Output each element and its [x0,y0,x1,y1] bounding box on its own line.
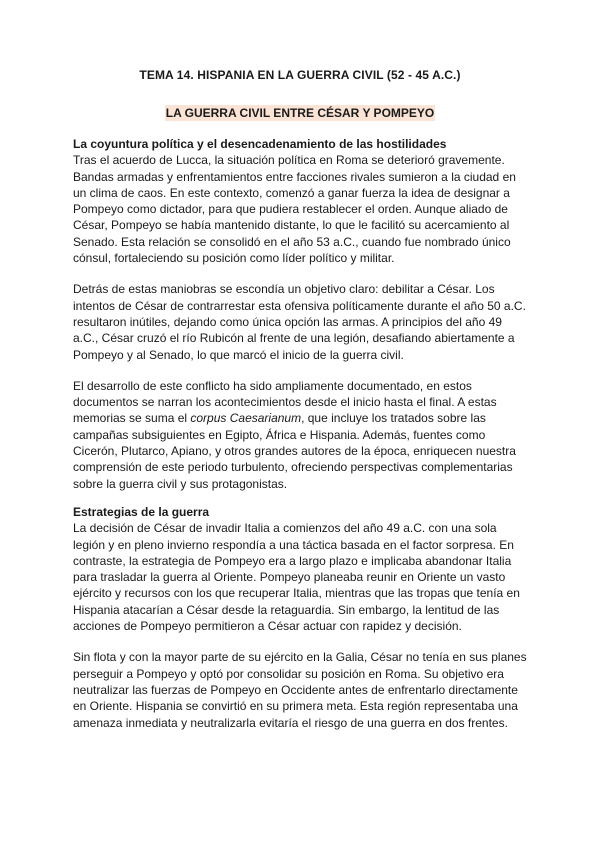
paragraph: La decisión de César de invadir Italia a comienzos del año 49 a.C. con una sola legión y en pleno invierno respondía a una táctica basada en el factor sorpresa. En contraste, la estrategia de Pompeyo era a largo plazo e implicaba abandonar Italia para trasladar la guerra al Oriente. Pompeyo planeaba reunir en Oriente un vasto ejército y recursos con los que recuperar Italia, mientras que las tropas que tenía en Hispania atacarían a César desde la retaguardia. Sin embargo, la lentitud de las acciones de Pompeyo permitieron a César actuar con rapidez y decisión. [73,521,520,634]
paragraph-corpus [73,378,527,492]
document-subtitle: LA GUERRA CIVIL ENTRE CÉSAR Y POMPEYO [165,106,435,120]
paragraph-text: , que incluye los tratados sobre las campañas subsiguientes en Egipto, África e Hispania. Además, fuentes como Cicerón, Plutarco, Apiano, y otros grandes autores de la época, enriquecen nuestra comprensión de este periodo turbulento, ofreciendo perspectivas complementarias sobre la guerra civil y sus protagonistas. [73,411,516,491]
document-title: TEMA 14. HISPANIA EN LA GUERRA CIVIL (52 - 45 A.C.) [139,68,461,82]
paragraph-text: El desarrollo de este conflicto ha sido ampliamente documentado, en estos documentos se narran los acontecimientos desde el inicio hasta el final. A estas memorias se suma el [73,378,497,426]
paragraph: Detrás de estas maniobras se escondía un objetivo claro: debilitar a César. Los intentos de César de contrarrestar esta ofensiva políticamente durante el año 50 a.C. resultaron inútiles, dejando como única opción las armas. A principios del año 49 a.C., César cruzó el río Rubicón al frente de una legión, desafiando abiertamente a Pompeyo y al Senado, lo que marcó el inicio de la guerra civil. [73,282,526,362]
paragraph: Sin flota y con la mayor parte de su ejército en la Galia, César no tenía en sus planes perseguir a Pompeyo y optó por consolidar su posición en Roma. Su objetivo era neutralizar las fuerzas de Pompeyo en Occidente antes de enfrentarlo directamente en Oriente. Hispania se convirtió en su primera meta. Esta región representaba una amenaza inmediata y neutralizarla evitaría el riesgo de una guerra en dos frentes. [73,650,527,730]
paragraph: Tras el acuerdo de Lucca, la situación política en Roma se deterioró gravemente. Bandas armadas y enfrentamientos entre facciones rivales sumieron a la ciudad en un clima de caos. En este contexto, comenzó a ganar fuerza la idea de designar a Pompeyo como dictador, para que pudiera restablecer el orden. Aunque aliado de César, Pompeyo se había mantenido distante, lo que le facilitó su acercamiento al Senado. Esta relación se consolidó en el año 53 a.C., cuando fue nombrado único cónsul, fortaleciendo su posición como líder político y militar. [73,153,516,266]
section-heading-coyuntura: La coyuntura política y el desencadenamiento de las hostilidades [73,137,447,151]
document-body [73,136,527,731]
section-heading-estrategias: Estrategias de la guerra [73,504,210,519]
corpus-caesarianum-term: corpus Caesarianum [190,411,302,426]
subtitle-container [0,104,600,122]
